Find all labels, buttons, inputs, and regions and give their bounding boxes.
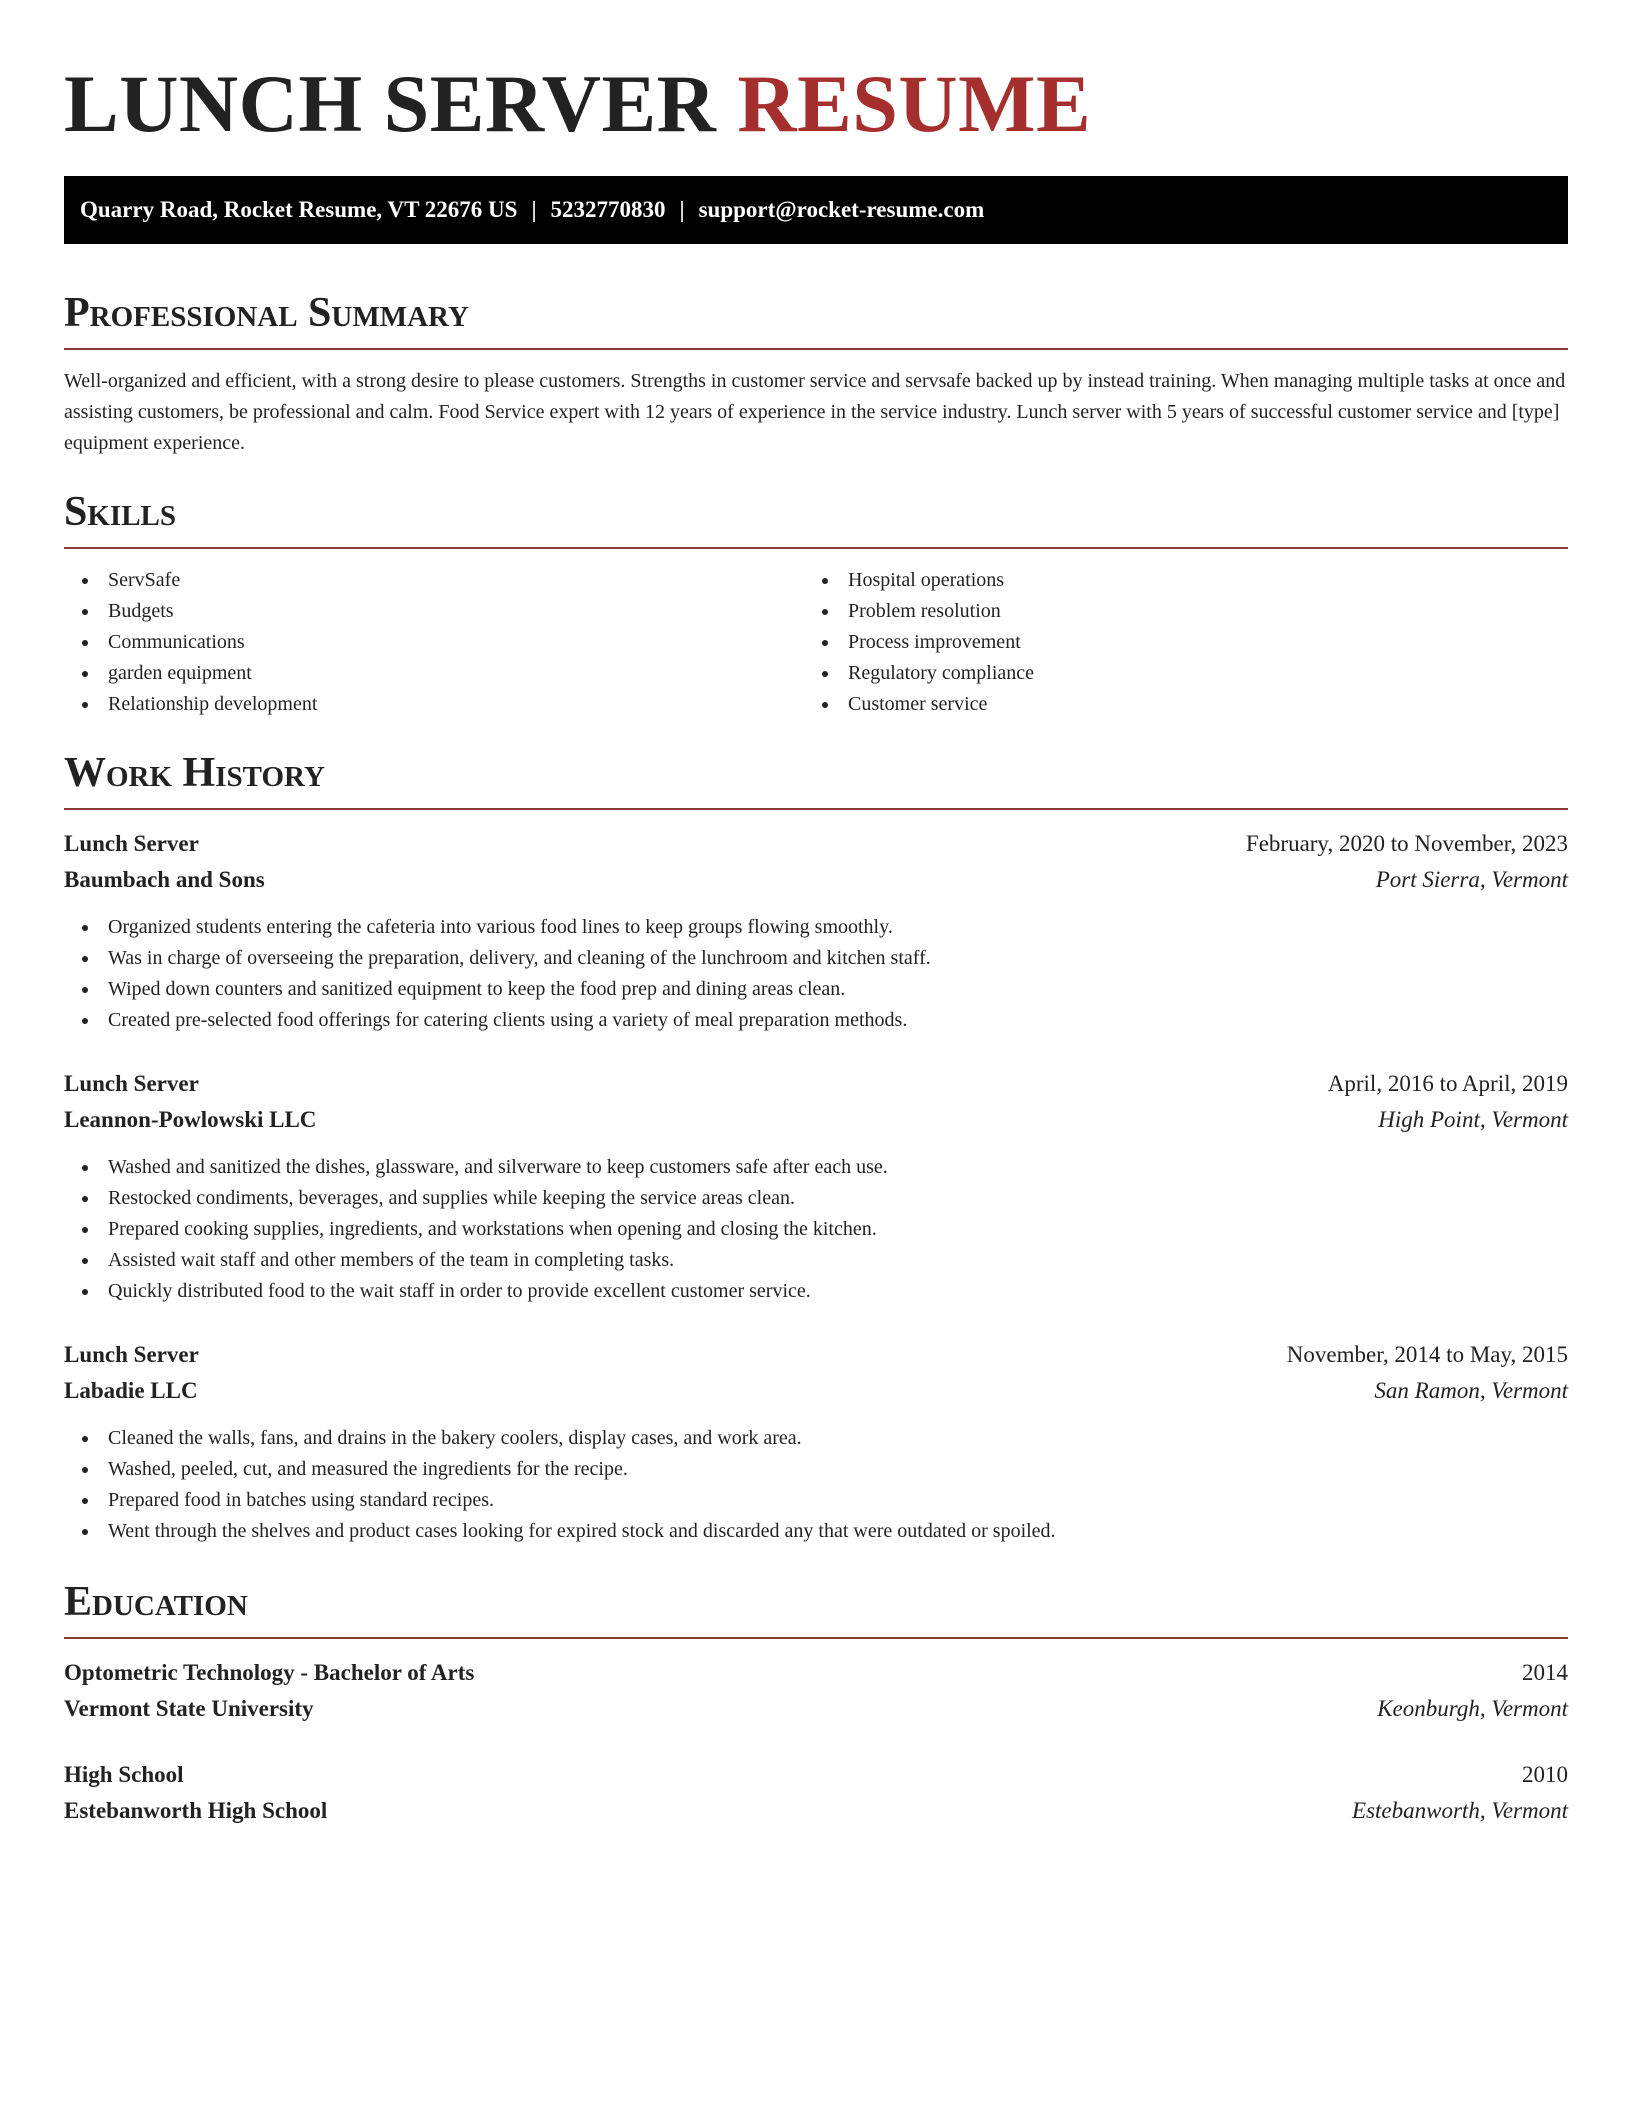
job-entry <box>64 826 1568 1036</box>
contact-separator: | <box>679 197 685 222</box>
education-location: Keonburgh, Vermont <box>1377 1696 1568 1721</box>
skills-section <box>64 487 1568 720</box>
education-school-row <box>64 1691 1568 1727</box>
resume-title <box>64 58 1568 150</box>
job-bullets <box>64 1152 1568 1307</box>
skill-item: Budgets <box>64 596 804 627</box>
job-bullet: Prepared cooking supplies, ingredients, and workstations when opening and closing the kitchen. <box>64 1214 1568 1245</box>
job-bullet: Organized students entering the cafeteria into various food lines to keep groups flowing smoothly. <box>64 912 1568 943</box>
skills-heading: Skills <box>64 489 177 535</box>
skill-item: Relationship development <box>64 689 804 720</box>
job-bullet: Went through the shelves and product cases looking for expired stock and discarded any that were outdated or spoiled. <box>64 1516 1568 1547</box>
job-bullet: Restocked condiments, beverages, and supplies while keeping the service areas clean. <box>64 1183 1568 1214</box>
education-year: 2010 <box>1522 1762 1568 1787</box>
job-bullet: Created pre-selected food offerings for catering clients using a variety of meal preparation methods. <box>64 1005 1568 1036</box>
education-school-row <box>64 1793 1568 1829</box>
education-section <box>64 1577 1568 1829</box>
education-heading: Education <box>64 1579 248 1625</box>
skill-item: Problem resolution <box>804 596 1544 627</box>
job-bullet: Prepared food in batches using standard recipes. <box>64 1485 1568 1516</box>
job-company: Leannon-Powlowski LLC <box>64 1107 317 1132</box>
job-company-row <box>64 1373 1568 1409</box>
title-accent: RESUME <box>737 58 1092 149</box>
work-history-section <box>64 748 1568 1547</box>
job-bullet: Wiped down counters and sanitized equipment to keep the food prep and dining areas clean. <box>64 974 1568 1005</box>
work-history-heading: Work History <box>64 750 325 796</box>
education-degree-row <box>64 1757 1568 1793</box>
section-divider <box>64 808 1568 810</box>
resume-page <box>64 58 1568 1859</box>
job-company-row <box>64 862 1568 898</box>
job-title: Lunch Server <box>64 1342 199 1367</box>
job-bullet: Assisted wait staff and other members of the team in completing tasks. <box>64 1245 1568 1276</box>
contact-email[interactable]: support@rocket-resume.com <box>698 197 985 222</box>
job-header-row <box>64 826 1568 862</box>
job-bullet: Was in charge of overseeing the preparation, delivery, and cleaning of the lunchroom and kitchen staff. <box>64 943 1568 974</box>
section-divider <box>64 348 1568 350</box>
education-entry <box>64 1757 1568 1829</box>
contact-bar <box>64 176 1568 244</box>
education-location: Estebanworth, Vermont <box>1352 1798 1568 1823</box>
job-header-row <box>64 1337 1568 1373</box>
job-dates: April, 2016 to April, 2019 <box>1327 1071 1568 1096</box>
job-bullet: Washed, peeled, cut, and measured the ingredients for the recipe. <box>64 1454 1568 1485</box>
skill-item: Communications <box>64 627 804 658</box>
job-location: High Point, Vermont <box>1378 1107 1568 1132</box>
skill-item: Regulatory compliance <box>804 658 1544 689</box>
job-title: Lunch Server <box>64 831 199 856</box>
job-dates: February, 2020 to November, 2023 <box>1245 831 1568 856</box>
contact-separator: | <box>531 197 537 222</box>
education-year: 2014 <box>1522 1660 1568 1685</box>
job-location: Port Sierra, Vermont <box>1375 867 1568 892</box>
skill-item: Customer service <box>804 689 1544 720</box>
education-degree: High School <box>64 1762 184 1787</box>
education-school: Vermont State University <box>64 1696 314 1721</box>
section-divider <box>64 547 1568 549</box>
summary-heading: Professional Summary <box>64 290 469 336</box>
education-entry <box>64 1655 1568 1727</box>
contact-address: Quarry Road, Rocket Resume, VT 22676 US <box>80 197 518 222</box>
job-entry <box>64 1066 1568 1307</box>
skills-column-right <box>804 565 1544 720</box>
section-divider <box>64 1637 1568 1639</box>
title-main: LUNCH SERVER <box>64 58 717 149</box>
contact-phone[interactable]: 5232770830 <box>550 197 666 222</box>
education-degree-row <box>64 1655 1568 1691</box>
summary-text: Well-organized and efficient, with a strong desire to please customers. Strengths in customer service and servsafe backed up by instead training. When managing multiple tasks at once and assisting customers, be professional and calm. Food Service expert with 12 years of experience in the service industry. Lunch server with 5 years of successful customer service and [type] equipment experience. <box>64 370 1566 454</box>
job-header-row <box>64 1066 1568 1102</box>
skill-item: Process improvement <box>804 627 1544 658</box>
job-entry <box>64 1337 1568 1547</box>
job-bullets <box>64 912 1568 1036</box>
skills-grid <box>64 565 1568 720</box>
summary-section <box>64 288 1568 459</box>
job-bullet: Washed and sanitized the dishes, glassware, and silverware to keep customers safe after each use. <box>64 1152 1568 1183</box>
job-dates: November, 2014 to May, 2015 <box>1286 1342 1568 1367</box>
skills-column-left <box>64 565 804 720</box>
education-degree: Optometric Technology - Bachelor of Arts <box>64 1660 475 1685</box>
skill-item: garden equipment <box>64 658 804 689</box>
job-bullet: Quickly distributed food to the wait staff in order to provide excellent customer service. <box>64 1276 1568 1307</box>
skill-item: Hospital operations <box>804 565 1544 596</box>
job-bullets <box>64 1423 1568 1547</box>
job-title: Lunch Server <box>64 1071 199 1096</box>
job-bullet: Cleaned the walls, fans, and drains in the bakery coolers, display cases, and work area. <box>64 1423 1568 1454</box>
job-location: San Ramon, Vermont <box>1374 1378 1568 1403</box>
skill-item: ServSafe <box>64 565 804 596</box>
education-school: Estebanworth High School <box>64 1798 328 1823</box>
job-company: Baumbach and Sons <box>64 867 265 892</box>
job-company-row <box>64 1102 1568 1138</box>
job-company: Labadie LLC <box>64 1378 198 1403</box>
